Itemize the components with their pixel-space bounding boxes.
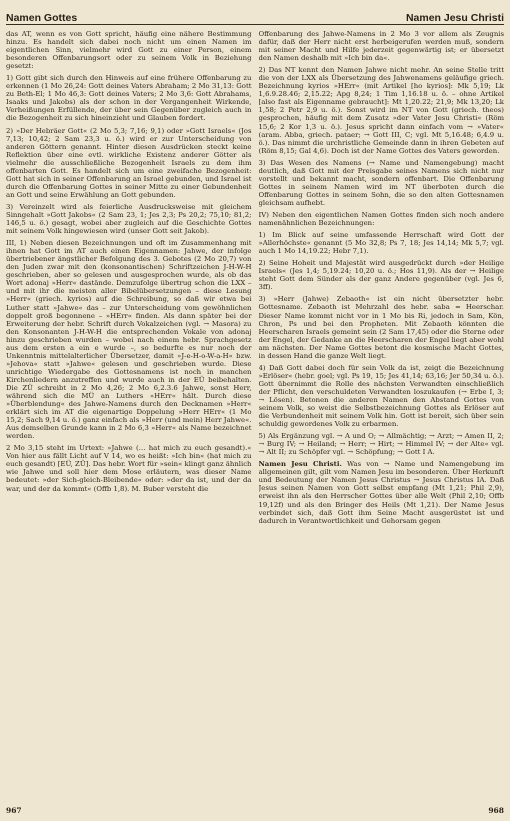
paragraph: 3) Das Wesen des Namens (→ Name und Namengebung) macht deutlich, daß Gott mit der Preisgabe seines Namens sich nicht nur vorstellt und bekannt macht, sondern offenbart. Die Offenbarung Gottes in seinem Namen wird im NT überboten durch die Offenbarung Gottes in seinem Sohn, die so den alten Gottesnamen gleichsam aufhebt. <box>258 158 504 207</box>
right-running-title: Namen Jesu Christi <box>405 12 504 24</box>
left-column <box>6 30 252 801</box>
paragraph: das AT, wenn es von Gott spricht, häufig eine nähere Bestimmung hinzu. Es handelt sich dabei noch nicht um einen Namen im eigentlichen Sinn, vielmehr wird Gott zu einer Person, einem besonderen Offenbarungsort oder zu seinem Volk in Beziehung gesetzt: <box>6 30 252 71</box>
paragraph: 3) Vereinzelt wird als feierliche Ausdrucksweise mit gleichem Sinngehalt »Gott Jakobs« (2 Sam 23, 1; Jes 2,3; Ps 20,2; 75,10; 81,2; 146,5 u. ö.) gesagt, wobei aber zugleich auf die Geschichte Gottes mit seinem Volk hingewiesen wird (unser Gott seit Jakob). <box>6 202 252 236</box>
paragraph: 2) »Der Hebräer Gott« (2 Mo 5,3; 7,16; 9,1) oder »Gott Israels« (Jos 7,13; 10,42; 2 Sam 23,3 u. ö.) wird er zur Unterscheidung von anderen Göttern genannt. Hinter diesen Ausdrücken steckt keine Reflektion über eine evtl. wirkliche Existenz anderer Götter als vielmehr die ausschließliche Bezogenheit Israels zu dem ihm offenbarten Gott. Es handelt sich um eine zweifache Bezogenheit: Gott hat sich in seiner Offenbarung an Israel gebunden, und Israel ist durch die Offenbarung Gottes in seiner Mitte zu einer Gebundenheit an Gott und seine Erwählung an Gott gebunden. <box>6 126 252 199</box>
left-running-title: Namen Gottes <box>6 12 78 24</box>
left-page-number: 967 <box>6 806 22 815</box>
paragraph: 1) Im Blick auf seine umfassende Herrschaft wird Gott der »Allerhöchste« genannt (5 Mo 32,8; Ps 7, 18; Jes 14,14; Mk 5,7; vgl. auch 1 Mo 14,19.22; Hebr 7,1). <box>258 231 504 256</box>
paragraph: III, 1) Neben diesen Bezeichnungen und oft im Zusammenhang mit ihnen hat Gott im AT auch einen Eigennamen: Jahwe, der infolge übertriebener ängstlicher Befolgung des 3. Gebotes (2 Mo 20,7) von den Juden zwar mit den (konsonantischen) Schriftzeichen J-H-W-H geschrieben, aber so gelesen und ausgesprochen wurde, als ob das Wort adonaj »Herr« dastände. Demzufolge übertrug schon die LXX – und mit ihr die meisten aller Bibelübersetzungen – diese Lesung »Herr« (griech. kyrios) auf die Schreibung, so daß wir etwa bei Luther statt »Jahwe« das – zur Unterscheidung vom gewöhnlichen doppelt groß begonnene – »HErr« finden. Als dann später bei der Erweiterung der hebr. Schrift durch Vokalzeichen (vgl. → Masora) zu den Konsonanten J-H-W-H die entsprechenden Vokale von adonaj hinzu geschrieben wurden – wobei nach einem hebr. Sprachgesetz aus dem ersten a ein e wurde –, so bedurfte es nur noch der Unkenntnis mittelalterlicher Übersetzer, damit »J-e-H-o-W-a-H« bzw. »Jehova« statt »Jahwe« gelesen und geschrieben wurde. Diese unrichtige Wiedergabe des Gottesnamens ist noch in manchen Kirchenliedern anzutreffen und wurde auch in der EÜ beibehalten. Die ZÜ schreibt in 2 Mo 4,26; 2 Mo 6,2.3.6 Jahwe, sonst Herr, während sich die MÜ an Luthers »HErr« hält. Durch diese »Überblendung« des Jahwe-Namens durch den Decknamen »Herr« erklärt sich im AT die eigenartige Doppelung »Herr HErr« (1 Mo 15,2; Sach 9,14 u. ö.) ganz einfach als »Herr (und mein) Herr Jahwe«. Aus demselben Grunde kann in 2 Mo 6,3 »Herr« als Name bezeichnet werden. <box>6 239 252 441</box>
paragraph: 5) Als Ergänzung vgl. → A und O; → Allmächtig; → Arzt; → Amen II, 2; → Burg IV; → Heiland; → Herr; → Hirt; → Himmel IV; → der Alte« vgl. → Alt II; zu Schöpfer vgl. → Schöpfung; → Gott I A. <box>258 432 504 457</box>
paragraph: IV) Neben den eigentlichen Namen Gottes finden sich noch andere namenähnlichen Bezeichnungen: <box>258 210 504 228</box>
paragraph: 2) Seine Hoheit und Majestät wird ausgedrückt durch »der Heilige Israels« (Jes 1,4; 5,19.24; 10,20 u. ö.; Hos 11,9). Als der → Heilige steht Gott dem Sünder als der ganz Andere gegenüber (vgl. Jes 6, 3ff). <box>258 259 504 292</box>
paragraph: 2) Das NT kennt den Namen Jahwe nicht mehr. An seine Stelle tritt die von der LXX als Übersetzung des Jahwenamens geläufige griech. Bezeichnung kyrios »HErr« (mit Artikel [ho kyrios]: Mk 5,19; Lk 1,6.9.28.46; 2,15.22; Apg 8,24; 1 Tim 1,16.18 u. ö. – ohne Artikel [also fast als Eigenname gebraucht]: Mt 1,20.22; 21,9; Mk 13,20; Lk 1,58; 2 Petr 2,9 u. ö.). Sonst wird im NT von Gott (griech. theos) gesprochen, häufig mit dem Zusatz »der Vater Jesu Christi« (Röm 15,6; 2 Kor 1,3 u. ö.). Jesus spricht dann einfach vom → »Vater« (aram. Abba, griech. pataer; → Gott III, C; vgl. Mt 5,16.48; 6,4.9 u. ö.). Das nimmt die urchristliche Gemeinde dann in ihren Gebeten auf (Röm 8,15; Gal 4,6). Doch ist der Name Gottes des Vaters geworden. <box>258 66 504 155</box>
paragraph: 3) »Herr (Jahwe) Zebaoth« ist ein nicht übersetzter hebr. Gottesname. Zebaoth ist Mehrzahl des hebr. saba = Heerschar. Dieser Name kommt nicht vor in 1 Mo bis Ri, jedoch in Sam, Kön, Chron, Ps und bei den Propheten. Mit Zebaoth könnten die Heerscharen Israels gemeint sein (2 Sam 17,45) oder die Sterne oder der Engel, der Gedanke an die Heerscharen der Engel liegt aber wohl am nächsten. Der Name Gottes betont die kosmische Macht Gottes, in dessen Hand die ganze Welt liegt. <box>258 295 504 360</box>
paragraph: 2 Mo 3,15 steht im Urtext: »Jahwe (… hat mich zu euch gesandt).« Von hier aus fällt Licht auf V 14, wo es heißt: »Ich bin« (hat mich zu euch gesandt) [EÜ, ZÜ]. Das hebr. Wort für »sein« klingt ganz ähnlich wie Jahwe und soll hier dem Mose erläutern, was dieser Name bedeutet: »der Sich-gleich-Bleibende« oder: »der da ist, und der da war, und der da kommt« (Offb 1,8). M. Buber versteht die <box>6 444 252 493</box>
two-column-body <box>6 30 504 801</box>
paragraph: Offenbarung des Jahwe-Namens in 2 Mo 3 vor allem als Zeugnis dafür, daß der Herr nicht erst herbeigerufen werden muß, sondern mit seiner Macht und Hilfe jederzeit gegenwärtig ist; er übersetzt den Namen deshalb mit »Ich bin da«. <box>258 30 504 63</box>
page-footer <box>6 806 504 818</box>
entry-term: Namen Jesu Christi. <box>258 460 342 469</box>
entry-text: Was von → Name und Namengebung im allgemeinen gilt, gilt vom Namen Jesu im besonderen. Über Herkunft und Bedeutung der Namen Jesus Christus → Jesus Christus IA. Daß Jesus seinen Namen von Gott selbst empfang (Mt 1,21; Phil 2,9), erweist ihn als den Herrscher Gottes über alle Welt (Phil 2,10; Offb 19,12f) und als den Bringer des Heils (Mt 1,21). Der Name Jesus verbindet sich, daß Gott ihm Seine Macht ausgerüstet ist und dadurch in Verantwortlichkeit und Gehorsam gegen <box>258 460 504 525</box>
right-page-number: 968 <box>488 806 504 815</box>
paragraph: 1) Gott gibt sich durch den Hinweis auf eine frühere Offenbarung zu erkennen (1 Mo 26,24: Gott deines Vaters Abraham; 2 Mo 31,13: Gott zu Beth-El; 1 Mo 46,3: Gott deines Vaters; 2 Mo 3,6: Gott Abrahams, Isaaks und Jakobs) als der schon in der Vergangenheit Wirkende, Verheißungen Erfüllende, der über sein Gegenüber zugleich auch in die Bezogenheit zu sich hineinzieht und Glauben fordert. <box>6 74 252 123</box>
page-header <box>6 4 504 25</box>
right-column <box>259 30 505 801</box>
paragraph: 4) Daß Gott dabei doch für sein Volk da ist, zeigt die Bezeichnung »Erlöser« (hebr. goel; vgl. Ps 19, 15; Jes 41,14; 63,16; Jer 50,34 u. ö.). Gott übernimmt die Rolle des nächsten Verwandten einschließlich der Pflicht, den verschuldeten Verwandten loszukaufen (→ Erbe I, 3; → Lösen). Betonen die anderen Namen den Abstand Gottes von seinem Volk, so weist die Selbstbezeichnung Gottes als Erlöser auf die Verbundenheit mit seinem Volk hin. Gott ist bereit, sich über sein schuldig gewordenes Volk zu erbarmen. <box>258 363 504 429</box>
entry-paragraph <box>259 460 505 524</box>
